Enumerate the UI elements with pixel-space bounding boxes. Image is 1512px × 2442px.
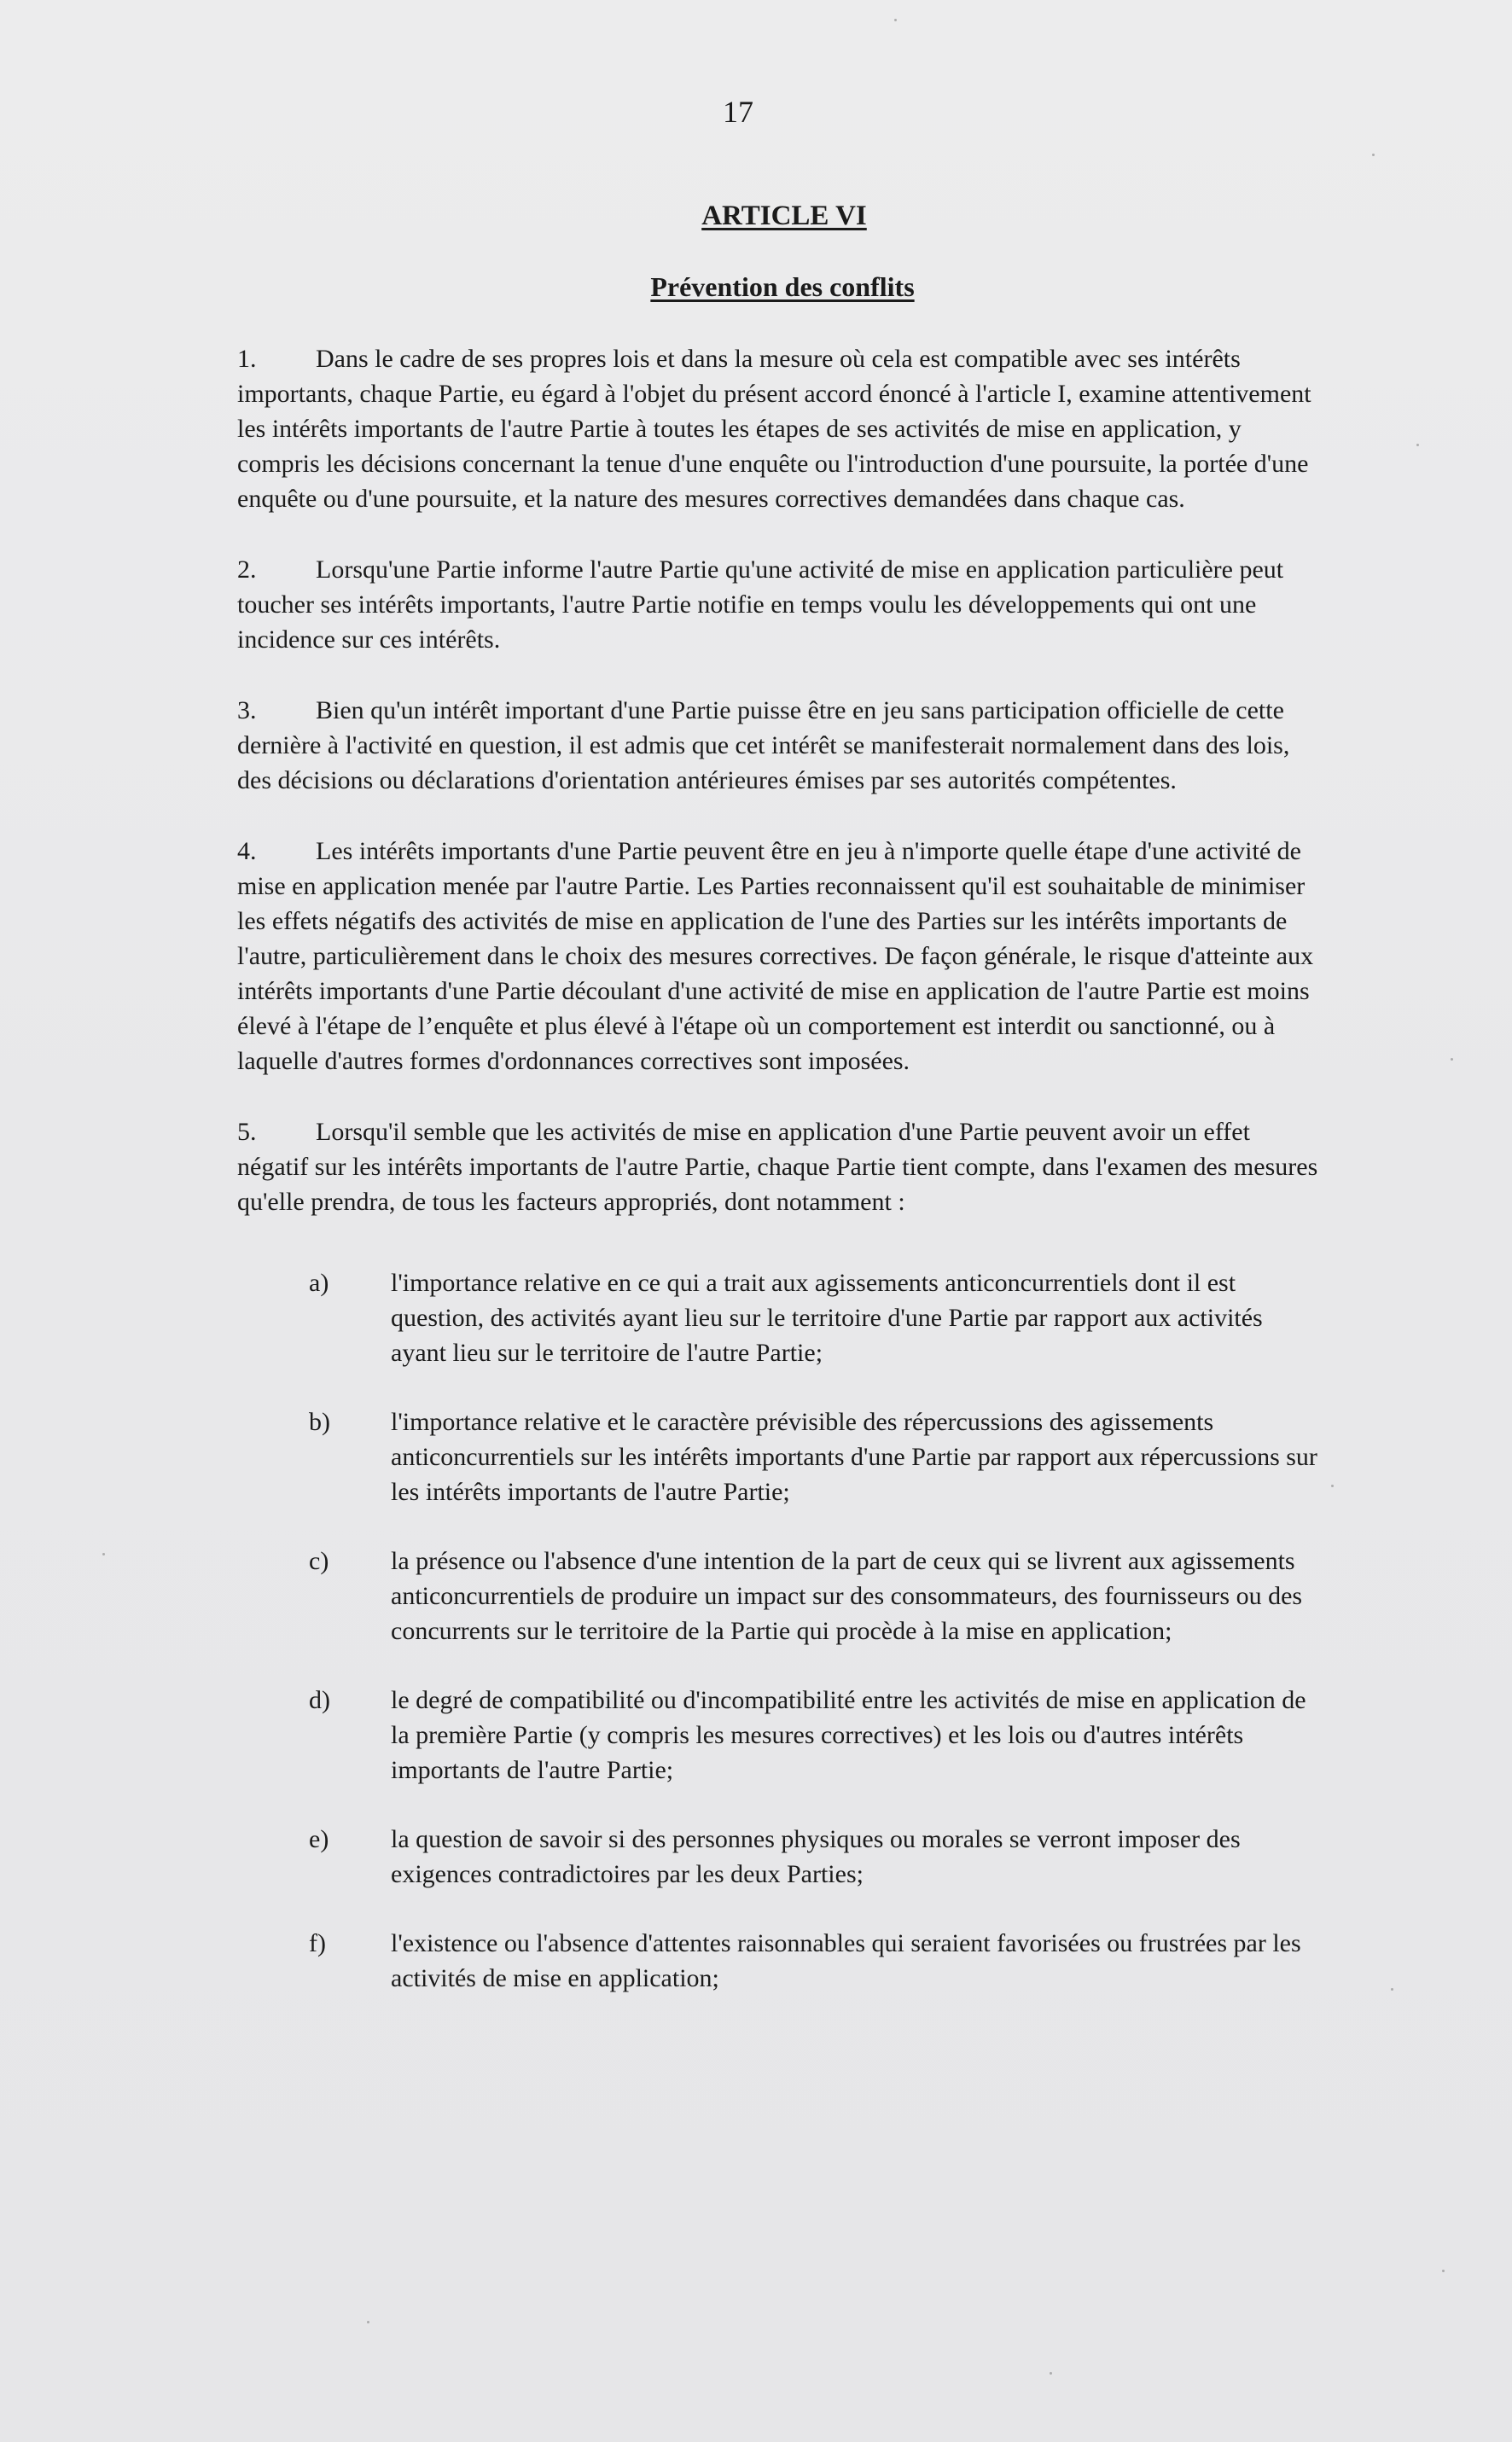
scan-speck: [1416, 444, 1419, 446]
list-item-d: [237, 1683, 1321, 1788]
scan-speck: [894, 19, 897, 21]
list-item-letter: e): [309, 1825, 329, 1853]
list-item-letter: b): [309, 1408, 330, 1436]
paragraph-1: [237, 341, 1321, 516]
paragraph-5: [237, 1114, 1321, 1219]
list-item-f: [237, 1926, 1321, 1996]
paragraph-2: [237, 552, 1321, 657]
scan-speck: [1331, 1485, 1334, 1487]
list-item-text: l'importance relative en ce qui a trait aux agissements anticoncurrentiels dont il est question, des activités ayant lieu sur le territoire d'une Partie par rapport aux activités ayant lieu sur le territoire de l'autre Partie;: [391, 1269, 1263, 1367]
factor-list: [237, 1265, 1321, 1996]
scan-speck: [1050, 2372, 1052, 2375]
scan-speck: [1372, 154, 1375, 156]
list-item-text: l'importance relative et le caractère prévisible des répercussions des agissements anticoncurrentiels sur les intérêts importants d'une Partie par rapport aux répercussions sur les intérêts importants de l'autre Partie;: [391, 1408, 1317, 1506]
list-item-text: la présence ou l'absence d'une intention de la part de ceux qui se livrent aux agissements anticoncurrentiels de produire un impact sur des consommateurs, des fournisseurs ou des concurrents sur le territoire de la Partie qui procède à la mise en application;: [391, 1547, 1303, 1645]
paragraph-text: Lorsqu'une Partie informe l'autre Partie qu'une activité de mise en application particulière peut toucher ses intérêts importants, l'autre Partie notifie en temps voulu les développements qui ont une incidence sur ces intérêts.: [237, 555, 1284, 654]
paragraph-text: Bien qu'un intérêt important d'une Partie puisse être en jeu sans participation officielle de cette dernière à l'activité en question, il est admis que cet intérêt se manifesterait normalement dans des lois, des décisions ou déclarations d'orientation antérieures émises par ses autorités compétentes.: [237, 696, 1290, 794]
scan-speck: [367, 2321, 369, 2323]
list-item-letter: d): [309, 1686, 330, 1714]
scan-speck: [1391, 1988, 1393, 1991]
scan-speck: [102, 1553, 105, 1555]
list-item-a: [237, 1265, 1321, 1370]
paragraph-text: Les intérêts importants d'une Partie peuvent être en jeu à n'importe quelle étape d'une activité de mise en application menée par l'autre Partie. Les Parties reconnaissent qu'il est souhaitable de minimiser les effets négatifs des activités de mise en application de l'une des Parties sur les intérêts importants de l'autre, particulièrement dans le choix des mesures correctives. De façon générale, le risque d'atteinte aux intérêts importants d'une Partie découlant d'une activité de mise en application de l'autre Partie est moins élevé à l'étape de l’enquête et plus élevé à l'étape où un comportement est interdit ou sanctionné, ou à laquelle d'autres formes d'ordonnances correctives sont imposées.: [237, 837, 1314, 1075]
paragraph-number: 1.: [237, 345, 257, 373]
paragraph-number: 3.: [237, 696, 257, 724]
page-number: 17: [723, 95, 753, 129]
list-item-letter: a): [309, 1269, 329, 1297]
paragraph-3: [237, 693, 1321, 798]
list-item-letter: c): [309, 1547, 329, 1575]
list-item-text: l'existence ou l'absence d'attentes raisonnables qui seraient favorisées ou frustrées par les activités de mise en application;: [391, 1929, 1301, 1992]
paragraph-text: Dans le cadre de ses propres lois et dans la mesure où cela est compatible avec ses intérêts importants, chaque Partie, eu égard à l'objet du présent accord énoncé à l'article I, examine attentivement les intérêts importants de l'autre Partie à toutes les étapes de ses activités de mise en application, y compris les décisions concernant la tenue d'une enquête ou l'introduction d'une poursuite, la portée d'une enquête ou d'une poursuite, et la nature des mesures correctives demandées dans chaque cas.: [237, 345, 1311, 513]
paragraph-number: 4.: [237, 837, 257, 865]
scan-speck: [1442, 2270, 1445, 2272]
scan-speck: [1451, 1058, 1453, 1061]
article-title: ARTICLE VI: [701, 201, 867, 231]
list-item-c: [237, 1544, 1321, 1648]
list-item-letter: f): [309, 1929, 326, 1957]
paragraph-text: Lorsqu'il semble que les activités de mise en application d'une Partie peuvent avoir un effet négatif sur les intérêts importants de l'autre Partie, chaque Partie tient compte, dans l'examen des mesures qu'elle prendra, de tous les facteurs appropriés, dont notamment :: [237, 1118, 1318, 1216]
paragraph-number: 5.: [237, 1118, 257, 1146]
document-body: [237, 341, 1321, 2030]
section-title: Prévention des conflits: [650, 271, 915, 302]
list-item-e: [237, 1822, 1321, 1892]
paragraph-number: 2.: [237, 555, 257, 584]
list-item-b: [237, 1404, 1321, 1509]
list-item-text: la question de savoir si des personnes physiques ou morales se verront imposer des exigences contradictoires par les deux Parties;: [391, 1825, 1241, 1888]
list-item-text: le degré de compatibilité ou d'incompatibilité entre les activités de mise en application de la première Partie (y compris les mesures correctives) et les lois ou d'autres intérêts importants de l'autre Partie;: [391, 1686, 1306, 1784]
paragraph-4: [237, 834, 1321, 1079]
